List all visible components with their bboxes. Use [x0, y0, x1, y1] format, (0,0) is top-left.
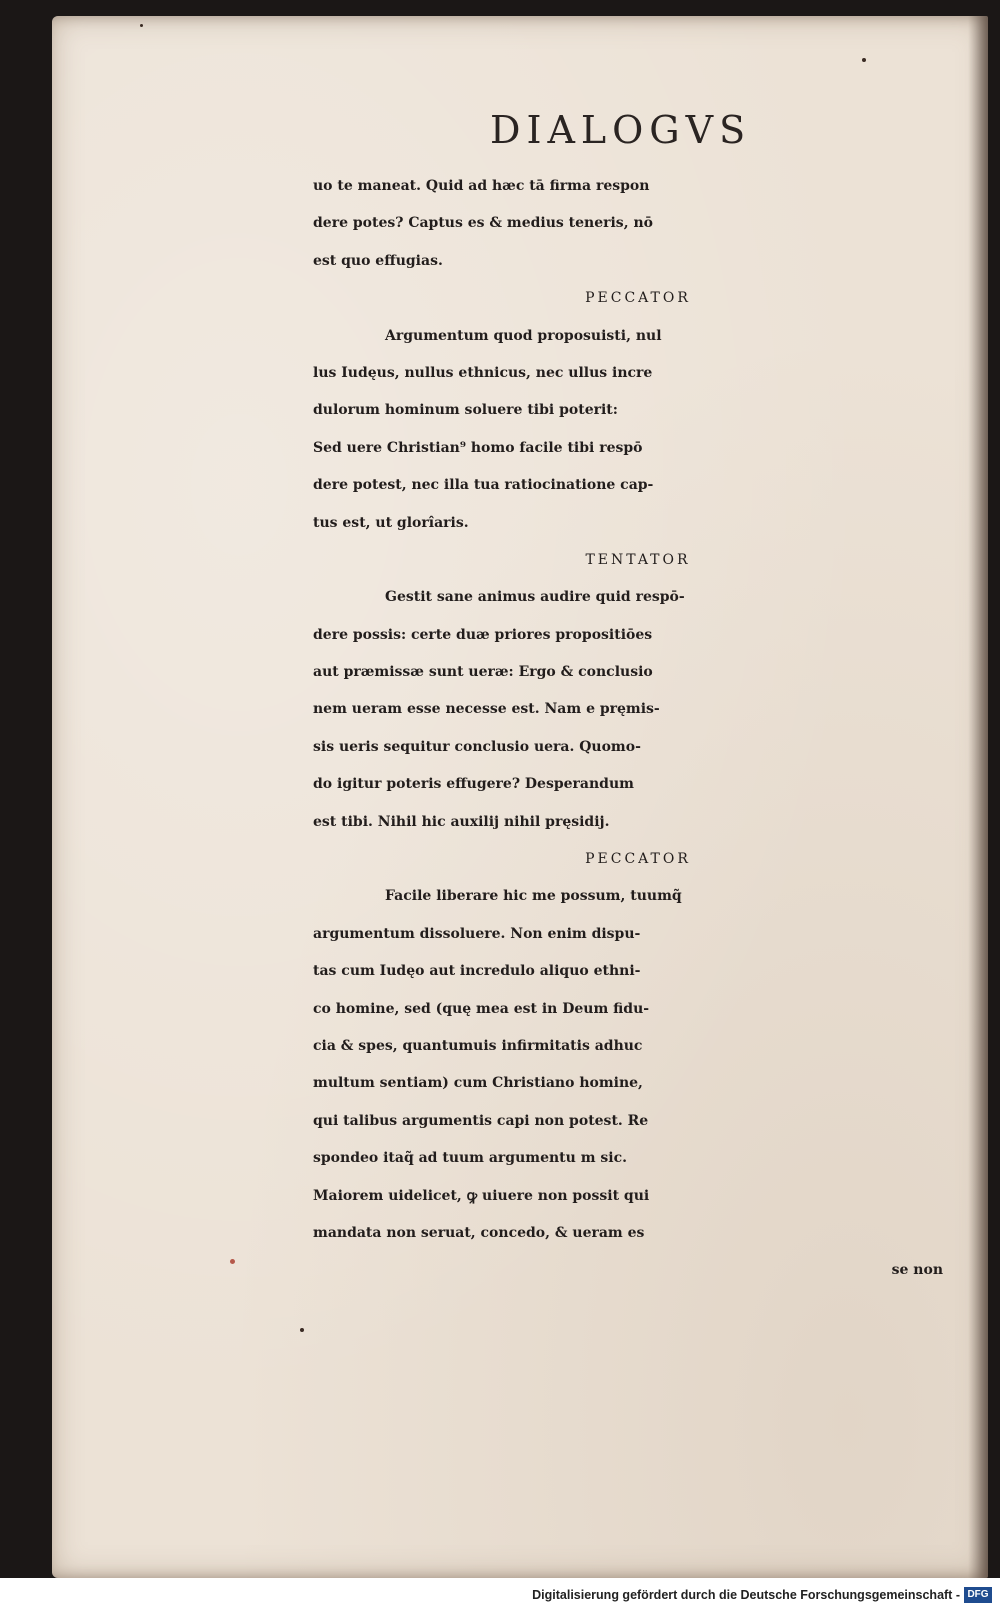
text-line: sis ueris sequitur conclusio uera. Quomo- — [313, 738, 641, 755]
digitization-credit: Digitalisierung gefördert durch die Deutsche Forschungsgemeinschaft - — [532, 1588, 960, 1602]
page-text-block — [313, 168, 963, 1290]
text-line: Facile liberare hic me possum, tuumq̃ — [385, 888, 682, 905]
ink-speck — [230, 1259, 235, 1264]
ink-speck — [862, 58, 866, 62]
text-line: est tibi. Nihil hic auxilij nihil pręsidij. — [313, 813, 610, 830]
text-line: multum sentiam) cum Christiano homine, — [313, 1075, 643, 1092]
text-line: cia & spes, quantumuis infirmitatis adhuc — [313, 1037, 643, 1054]
text-line: co homine, sed (quę mea est in Deum fidu- — [313, 1000, 650, 1017]
text-line: tus est, ut glorîaris. — [313, 514, 469, 531]
text-line: qui talibus argumentis capi non potest. Re — [313, 1112, 649, 1129]
text-line: se non — [891, 1262, 943, 1279]
text-line: dulorum hominum soluere tibi poterit: — [313, 402, 618, 419]
text-line: dere potest, nec illa tua ratiocinatione cap- — [313, 477, 654, 494]
text-line: do igitur poteris effugere? Desperandum — [313, 776, 634, 793]
text-line: est quo effugias. — [313, 252, 443, 269]
dfg-logo: DFG — [964, 1587, 992, 1603]
text-line: nem ueram esse necesse est. Nam e pręmis- — [313, 701, 660, 718]
footer-bar — [0, 1578, 1000, 1611]
speaker-heading: PECCATOR — [585, 290, 691, 307]
text-line: Argumentum quod proposuisti, nul — [385, 327, 662, 344]
text-line: Maiorem uidelicet, ꝙ uiuere non possit qui — [313, 1187, 650, 1204]
text-line: Sed uere Christian⁹ homo facile tibi respō — [313, 439, 643, 456]
text-line: lus Iudęus, nullus ethnicus, nec ullus incre — [313, 364, 653, 381]
ink-speck — [300, 1328, 304, 1332]
speaker-heading: TENTATOR — [585, 551, 691, 568]
running-title: DIALOGVS — [490, 108, 752, 152]
text-line: dere possis: certe duæ priores propositiōes — [313, 626, 653, 643]
text-line: argumentum dissoluere. Non enim dispu- — [313, 925, 641, 942]
text-line: spondeo itaq̃ ad tuum argumentu m sic. — [313, 1150, 627, 1167]
page-gutter-shadow — [968, 16, 988, 1578]
ink-speck — [140, 24, 143, 27]
text-line: dere potes? Captus es & medius teneris, nō — [313, 215, 653, 232]
text-line: tas cum Iudęo aut incredulo aliquo ethni- — [313, 963, 641, 980]
speaker-heading: PECCATOR — [585, 851, 691, 868]
text-line: aut præmissæ sunt ueræ: Ergo & conclusio — [313, 664, 653, 681]
text-line: Gestit sane animus audire quid respō- — [385, 589, 685, 606]
text-line: mandata non seruat, concedo, & ueram es — [313, 1224, 645, 1241]
text-line: uo te maneat. Quid ad hæc tā firma respon — [313, 178, 650, 194]
